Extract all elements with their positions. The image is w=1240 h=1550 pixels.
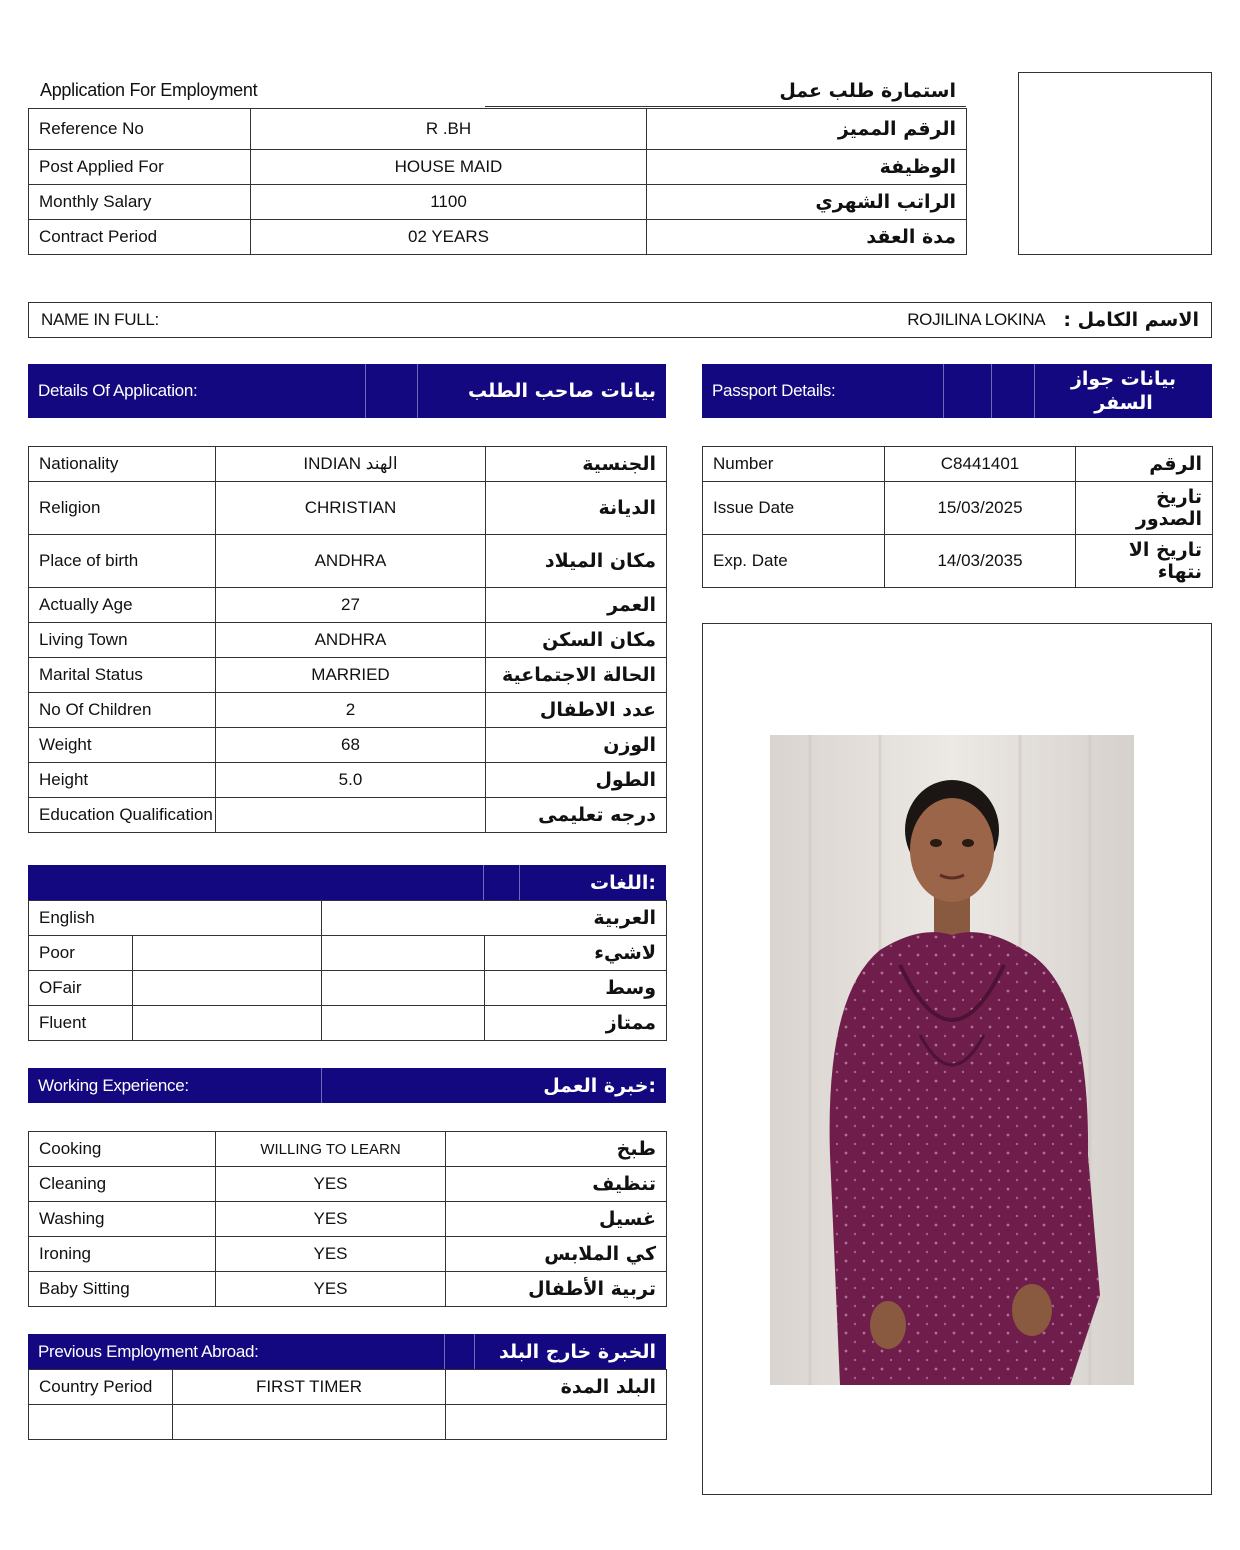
experience-header-bar — [28, 1068, 666, 1103]
row-label: Reference No — [29, 109, 251, 150]
table-row — [29, 1167, 667, 1202]
table-row — [29, 150, 967, 185]
table-row — [29, 1272, 667, 1307]
table-row — [29, 109, 967, 150]
english-fluent-cell — [133, 1006, 322, 1041]
row-label: Issue Date — [703, 482, 885, 535]
education-value — [216, 798, 486, 833]
experience-title-en: Working Experience: — [38, 1075, 189, 1095]
marital-status-value: MARRIED — [216, 658, 486, 693]
row-label: Exp. Date — [703, 535, 885, 588]
row-label: Number — [703, 447, 885, 482]
empty-cell — [29, 1405, 173, 1440]
row-label-ar: تاريخ الصدور — [1076, 482, 1213, 535]
table-row — [29, 728, 667, 763]
table-row — [29, 482, 667, 535]
table-row — [29, 763, 667, 798]
baby-sitting-value: YES — [216, 1272, 446, 1307]
languages-title-ar: :اللغات — [590, 871, 656, 894]
arabic-fluent-cell — [322, 1006, 485, 1041]
children-value: 2 — [216, 693, 486, 728]
table-row — [29, 447, 667, 482]
row-label: Nationality — [29, 447, 216, 482]
row-label: Place of birth — [29, 535, 216, 588]
row-label-ar: درجه تعليمى — [486, 798, 667, 833]
row-label: Weight — [29, 728, 216, 763]
applicant-photo — [770, 735, 1134, 1385]
row-label: Washing — [29, 1202, 216, 1237]
row-label-ar: لاشيء — [485, 936, 667, 971]
row-label: Actually Age — [29, 588, 216, 623]
row-label-ar: الحالة الاجتماعية — [486, 658, 667, 693]
previous-title-ar: الخبرة خارج البلد — [499, 1340, 656, 1363]
form-title-en: Application For Employment — [40, 80, 258, 100]
table-row — [29, 623, 667, 658]
arabic-poor-cell — [322, 936, 485, 971]
place-of-birth-value: ANDHRA — [216, 535, 486, 588]
row-label-ar: عدد الاطفال — [486, 693, 667, 728]
height-value: 5.0 — [216, 763, 486, 798]
row-label: Education Qualification — [29, 798, 216, 833]
row-label: Height — [29, 763, 216, 798]
previous-title-en: Previous Employment Abroad: — [38, 1341, 259, 1361]
small-photo-box — [1018, 72, 1212, 255]
table-row — [29, 971, 667, 1006]
row-label: Post Applied For — [29, 150, 251, 185]
table-row — [29, 693, 667, 728]
row-label: Monthly Salary — [29, 185, 251, 220]
expiry-date-value: 14/03/2035 — [885, 535, 1076, 588]
row-label-ar: الوزن — [486, 728, 667, 763]
passport-number-value: C8441401 — [885, 447, 1076, 482]
row-label-ar: الراتب الشهري — [647, 185, 967, 220]
row-label-ar: وسط — [485, 971, 667, 1006]
arabic-fair-cell — [322, 971, 485, 1006]
table-row — [29, 588, 667, 623]
row-label-ar: الرقم — [1076, 447, 1213, 482]
cooking-value: WILLING TO LEARN — [216, 1132, 446, 1167]
empty-cell — [173, 1405, 446, 1440]
table-row — [29, 185, 967, 220]
washing-value: YES — [216, 1202, 446, 1237]
row-label: No Of Children — [29, 693, 216, 728]
living-town-value: ANDHRA — [216, 623, 486, 658]
table-row — [29, 798, 667, 833]
row-label: OFair — [29, 971, 133, 1006]
row-label-ar: ممتاز — [485, 1006, 667, 1041]
passport-table — [702, 446, 1213, 588]
table-row — [29, 1405, 667, 1440]
row-label: Poor — [29, 936, 133, 971]
passport-header-bar — [702, 364, 1212, 418]
photo-frame — [702, 623, 1212, 1495]
row-label: Baby Sitting — [29, 1272, 216, 1307]
issue-date-value: 15/03/2025 — [885, 482, 1076, 535]
table-row — [29, 1370, 667, 1405]
application-title-en: Details Of Application: — [38, 381, 198, 400]
arabic-header: العربية — [322, 901, 667, 936]
row-label-ar: البلد المدة — [446, 1370, 667, 1405]
header-table — [28, 108, 967, 255]
row-label-ar: غسيل — [446, 1202, 667, 1237]
previous-employment-table — [28, 1369, 667, 1440]
row-label: Marital Status — [29, 658, 216, 693]
row-label: Country Period — [29, 1370, 173, 1405]
name-row — [28, 302, 1212, 338]
row-label-ar: طبخ — [446, 1132, 667, 1167]
table-row — [29, 658, 667, 693]
name-label-ar: الاسم الكامل : — [1063, 309, 1199, 331]
religion-value: CHRISTIAN — [216, 482, 486, 535]
experience-title-ar: :خبرة العمل — [543, 1074, 656, 1097]
name-label-en: NAME IN FULL: — [41, 310, 159, 329]
nationality-value: INDIAN الهند — [216, 447, 486, 482]
table-row — [29, 901, 667, 936]
table-row — [29, 1237, 667, 1272]
table-row — [29, 936, 667, 971]
empty-cell — [446, 1405, 667, 1440]
table-row — [29, 220, 967, 255]
row-label-ar: مكان السكن — [486, 623, 667, 658]
application-table — [28, 446, 667, 833]
full-name-value: ROJILINA LOKINA — [907, 310, 1046, 329]
row-label: Living Town — [29, 623, 216, 658]
cleaning-value: YES — [216, 1167, 446, 1202]
application-header-bar — [28, 364, 666, 418]
weight-value: 68 — [216, 728, 486, 763]
row-label-ar: الجنسية — [486, 447, 667, 482]
row-label: Religion — [29, 482, 216, 535]
ironing-value: YES — [216, 1237, 446, 1272]
contract-period-value: 02 YEARS — [251, 220, 647, 255]
row-label-ar: الوظيفة — [647, 150, 967, 185]
row-label: Cleaning — [29, 1167, 216, 1202]
passport-title-en: Passport Details: — [712, 381, 836, 400]
english-header: English — [29, 901, 322, 936]
post-applied-value: HOUSE MAID — [251, 150, 647, 185]
row-label-ar: تنظيف — [446, 1167, 667, 1202]
application-title-ar: بيانات صاحب الطلب — [468, 380, 656, 402]
table-row — [29, 1006, 667, 1041]
languages-table — [28, 900, 667, 1041]
experience-table — [28, 1131, 667, 1307]
row-label: Contract Period — [29, 220, 251, 255]
previous-employment-value: FIRST TIMER — [173, 1370, 446, 1405]
passport-title-ar: بيانات جواز السفر — [1070, 368, 1177, 414]
row-label-ar: الطول — [486, 763, 667, 798]
table-row — [29, 535, 667, 588]
row-label-ar: مدة العقد — [647, 220, 967, 255]
age-value: 27 — [216, 588, 486, 623]
table-row — [29, 1202, 667, 1237]
previous-employment-header-bar — [28, 1334, 666, 1369]
row-label: Ironing — [29, 1237, 216, 1272]
english-fair-cell — [133, 971, 322, 1006]
row-label-ar: الرقم المميز — [647, 109, 967, 150]
table-row — [29, 1132, 667, 1167]
row-label-ar: تاريخ الا نتهاء — [1076, 535, 1213, 588]
table-row — [703, 482, 1213, 535]
salary-value: 1100 — [251, 185, 647, 220]
reference-no-value: R .BH — [251, 109, 647, 150]
row-label-ar: كي الملابس — [446, 1237, 667, 1272]
row-label-ar: مكان الميلاد — [486, 535, 667, 588]
form-title-ar: استمارة طلب عمل — [779, 80, 956, 102]
row-label-ar: الديانة — [486, 482, 667, 535]
table-row — [703, 535, 1213, 588]
table-row — [703, 447, 1213, 482]
row-label-ar: العمر — [486, 588, 667, 623]
title-rule — [485, 106, 966, 107]
english-poor-cell — [133, 936, 322, 971]
row-label-ar: تربية الأطفال — [446, 1272, 667, 1307]
row-label: Cooking — [29, 1132, 216, 1167]
row-label: Fluent — [29, 1006, 133, 1041]
languages-header-bar — [28, 865, 666, 900]
